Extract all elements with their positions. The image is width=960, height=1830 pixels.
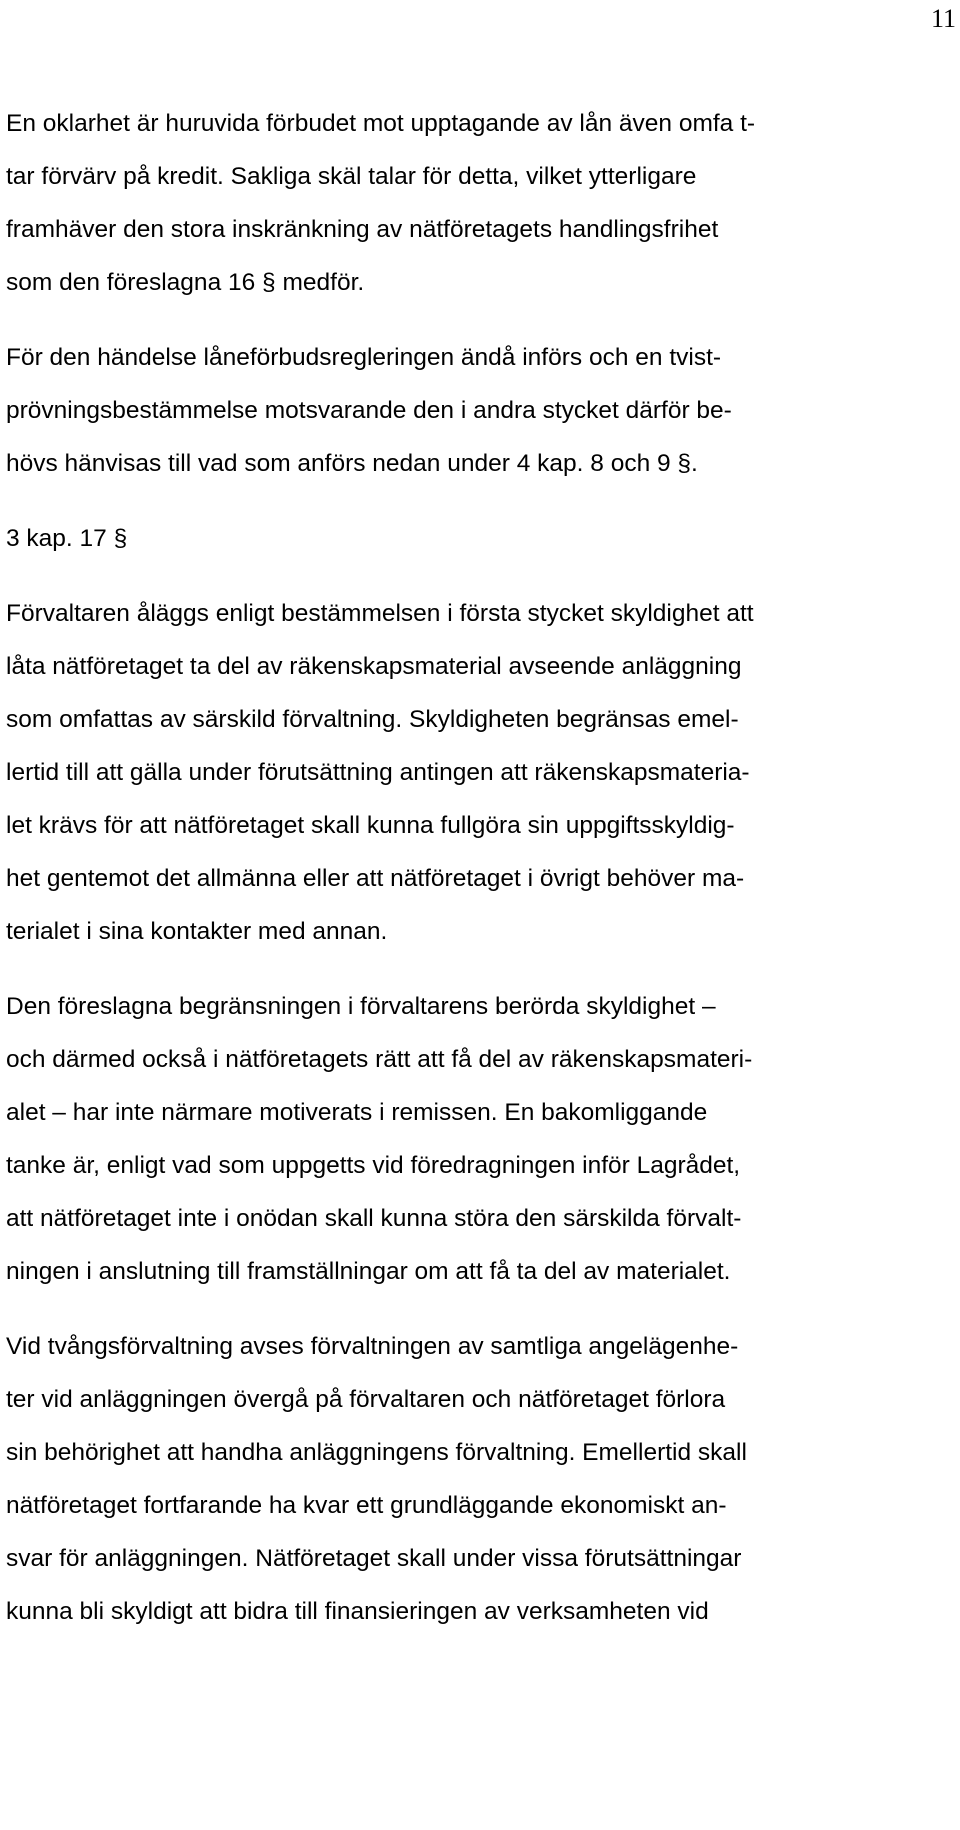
text-line: ningen i anslutning till framställningar om att få ta del av materialet. bbox=[6, 1258, 731, 1285]
text-line: het gentemot det allmänna eller att nätföretaget i övrigt behöver ma- bbox=[6, 865, 745, 892]
text-line: kunna bli skyldigt att bidra till finansieringen av verksamheten vid bbox=[6, 1598, 709, 1625]
text-line: lertid till att gälla under förutsättning antingen att räkenskapsmateria- bbox=[6, 759, 750, 786]
text-line: framhäver den stora inskränkning av nätföretagets handlingsfrihet bbox=[6, 216, 719, 243]
text-line: tar förvärv på kredit. Sakliga skäl talar för detta, vilket ytterligare bbox=[6, 163, 697, 190]
text-line: Vid tvångsförvaltning avses förvaltningen av samtliga angelägenhe- bbox=[6, 1333, 739, 1360]
text-line: svar för anläggningen. Nätföretaget skall under vissa förutsättningar bbox=[6, 1545, 742, 1572]
paragraph-loan-ban bbox=[6, 109, 956, 297]
text-line: alet – har inte närmare motiverats i remissen. En bakomliggande bbox=[6, 1099, 708, 1126]
text-line: Förvaltaren åläggs enligt bestämmelsen i första stycket skyldighet att bbox=[6, 600, 754, 627]
text-line: terialet i sina kontakter med annan. bbox=[6, 918, 388, 945]
text-line: ter vid anläggningen övergå på förvaltaren och nätföretaget förlora bbox=[6, 1386, 726, 1413]
section-heading bbox=[6, 524, 956, 553]
text-line: En oklarhet är huruvida förbudet mot upptagande av lån även omfa t- bbox=[6, 110, 756, 137]
text-line: let krävs för att nätföretaget skall kunna fullgöra sin uppgiftsskyldig- bbox=[6, 812, 735, 839]
document-body bbox=[6, 109, 956, 1650]
page-number: 11 bbox=[930, 4, 956, 33]
paragraph-administrator-duty bbox=[6, 599, 956, 946]
heading-line: 3 kap. 17 § bbox=[6, 525, 128, 552]
text-line: sin behörighet att handha anläggningens förvaltning. Emellertid skall bbox=[6, 1439, 747, 1466]
text-line: prövningsbestämmelse motsvarande den i andra stycket därför be- bbox=[6, 397, 732, 424]
text-line: och därmed också i nätföretagets rätt att få del av räkenskapsmateri- bbox=[6, 1046, 753, 1073]
text-line: För den händelse låneförbudsregleringen ändå införs och en tvist- bbox=[6, 344, 722, 371]
paragraph-proposed-limitation bbox=[6, 992, 956, 1286]
text-line: att nätföretaget inte i onödan skall kunna störa den särskilda förvalt- bbox=[6, 1205, 742, 1232]
text-line: som den föreslagna 16 § medför. bbox=[6, 269, 365, 296]
text-line: nätföretaget fortfarande ha kvar ett grundläggande ekonomiskt an- bbox=[6, 1492, 727, 1519]
text-line: hövs hänvisas till vad som anförs nedan under 4 kap. 8 och 9 §. bbox=[6, 450, 698, 477]
text-line: som omfattas av särskild förvaltning. Skyldigheten begränsas emel- bbox=[6, 706, 739, 733]
text-line: låta nätföretaget ta del av räkenskapsmaterial avseende anläggning bbox=[6, 653, 742, 680]
paragraph-dispute-provision bbox=[6, 343, 956, 478]
paragraph-forced-administration bbox=[6, 1332, 956, 1626]
text-line: Den föreslagna begränsningen i förvaltarens berörda skyldighet – bbox=[6, 993, 716, 1020]
text-line: tanke är, enligt vad som uppgetts vid föredragningen inför Lagrådet, bbox=[6, 1152, 741, 1179]
